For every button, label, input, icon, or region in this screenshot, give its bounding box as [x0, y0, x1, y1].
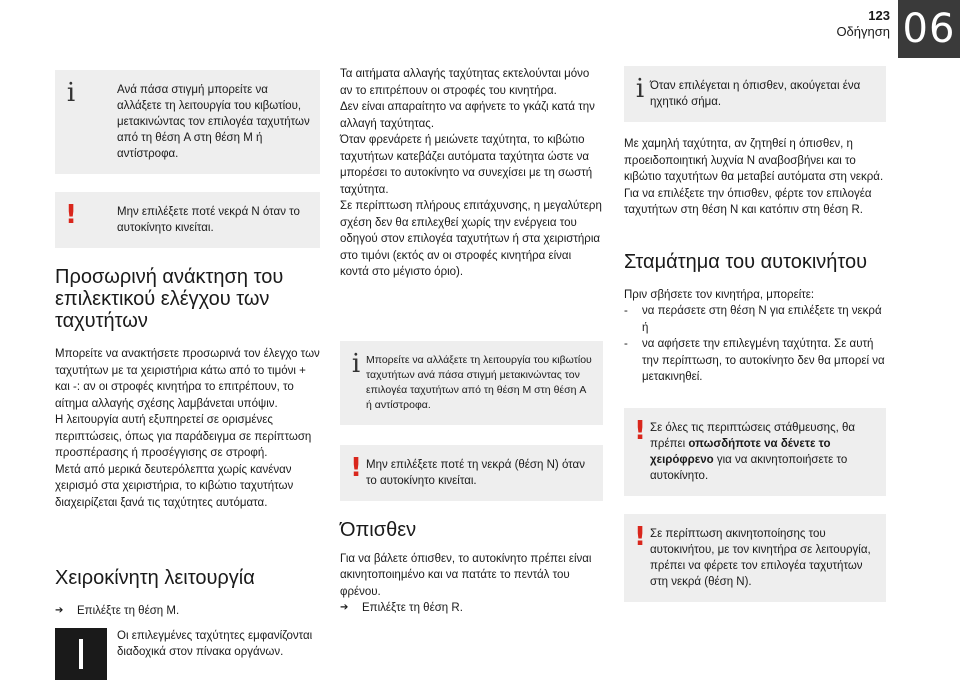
body-paragraph: Όταν φρενάρετε ή μειώνετε ταχύτητα, το κιβώτιο ταχυτήτων κατεβάζει αυτόματα ταχύτητα ώστε να μπορέσει το αυτοκίνητο να συνεχίσει με τη σωστή ταχύτητα.: [340, 134, 593, 196]
info-box: [624, 66, 886, 122]
info-box: [340, 341, 603, 425]
warning-box: [624, 408, 886, 496]
warning-text: Σε περίπτωση ακινητοποίησης του αυτοκινήτου, με τον κινητήρα σε λειτουργία, πρέπει να φέρετε τον επιλογέα ταχυτήτων στη νεκρά (θέση N).: [650, 527, 871, 588]
section-heading: Όπισθεν: [340, 518, 417, 541]
chapter-name: Οδήγηση: [836, 24, 890, 39]
body-paragraph: Μετά από μερικά δευτερόλεπτα χωρίς κανέναν χειρισμό στα χειριστήρια, το κιβώτιο ταχυτήτων διαχειρίζεται ξανά τις ταχύτητες αυτόματα.: [55, 463, 294, 509]
warning-text: Μην επιλέξετε ποτέ νεκρά N όταν το αυτοκίνητο κινείται.: [117, 206, 300, 234]
warning-icon: !: [350, 452, 362, 483]
body-paragraph: Δεν είναι απαραίτητο να αφήνετε το γκάζι κατά την αλλαγή ταχύτητας.: [340, 101, 595, 130]
dash-marker: -: [624, 338, 628, 350]
heading-line: Προσωρινή ανάκτηση του: [55, 266, 284, 288]
info-text: Όταν επιλέγεται η όπισθεν, ακούγεται ένα ηχητικό σήμα.: [650, 80, 861, 108]
section-heading: Σταμάτημα του αυτοκινήτου: [624, 250, 868, 273]
info-text: Ανά πάσα στιγμή μπορείτε να αλλάξετε τη λειτουργία του κιβωτίου, μετακινώντας τον επιλογέα ταχυτήτων από τη θέση A στη θέση M ή αντίστροφα.: [117, 84, 310, 160]
arrow-bullet-icon: ➔: [340, 602, 349, 613]
warning-text-emphasis: οπωσδήποτε να δένετε το χειρόφρενο: [650, 437, 831, 466]
heading-line: επιλεκτικού ελέγχου των ταχυτήτων: [55, 288, 270, 332]
body-paragraph: Σε περίπτωση πλήρους επιτάχυνσης, η μεγαλύτερη σχέση δεν θα επιλεχθεί χωρίς την ενέργεια του οδηγού στον επιλογέα ταχυτήτων ή στα χειριστήρια στο τιμόνι (εκτός αν οι στροφές κινητήρα είναι κοντά στο μέγιστο όριο).: [340, 200, 602, 278]
list-item: [624, 336, 886, 386]
warning-icon: !: [634, 521, 646, 552]
info-icon: i: [66, 78, 76, 108]
list-item-text: να αφήσετε την επιλεγμένη ταχύτητα. Σε αυτή την περίπτωση, το αυτοκίνητο δεν θα μπορεί να μετακινηθεί.: [642, 338, 885, 383]
body-paragraph: Με χαμηλή ταχύτητα, αν ζητηθεί η όπισθεν, η προειδοποιητική λυχνία N αναβοσβήνει και το κιβώτιο ταχυτήτων θα μεταβεί αυτόματα στη νεκρά.: [624, 138, 884, 183]
list-item: [624, 303, 886, 336]
info-icon: i: [635, 74, 645, 104]
warning-box: [624, 514, 886, 602]
info-icon: i: [351, 348, 361, 379]
bullet-text: Επιλέξτε τη θέση R.: [362, 602, 463, 614]
body-paragraph: Για να επιλέξετε την όπισθεν, φέρτε τον επιλογέα ταχυτήτων στη θέση N και κατόπιν στη θέση R.: [624, 187, 872, 216]
gear-indicator-icon: [55, 628, 107, 680]
column-3: [624, 60, 886, 602]
warning-box: [55, 192, 320, 248]
info-box: [55, 70, 320, 174]
column-1: [55, 60, 320, 680]
bullet-item: [55, 603, 320, 620]
gear-indicator-bar: [79, 639, 83, 669]
dash-marker: -: [624, 305, 628, 317]
gear-display-row: [55, 628, 320, 680]
column-2: [340, 60, 603, 617]
section-heading: [55, 266, 320, 332]
warning-text: Μην επιλέξετε ποτέ τη νεκρά (θέση N) όταν το αυτοκίνητο κινείται.: [366, 458, 585, 487]
section-heading: Χειροκίνητη λειτουργία: [55, 567, 255, 589]
page-number: 123: [868, 8, 890, 23]
warning-text: [650, 420, 876, 484]
arrow-bullet-icon: ➔: [55, 605, 64, 616]
body-paragraph: Τα αιτήματα αλλαγής ταχύτητας εκτελούνται μόνο αν το επιτρέπουν οι στροφές του κινητήρα.: [340, 68, 590, 97]
body-paragraph: Μπορείτε να ανακτήσετε προσωρινά τον έλεγχο των ταχυτήτων με τα χειριστήρια κάτω από το τιμόνι + και -: αν οι στροφές κινητήρα το επιτρέπουν, το αίτημα αλλαγής σχέσης λαμβάνεται υπόψιν.: [55, 348, 320, 410]
warning-box: [340, 445, 603, 501]
body-paragraph: Πριν σβήσετε τον κινητήρα, μπορείτε:: [624, 288, 815, 301]
warning-text-part: για να ακινητοποιήσετε το αυτοκίνητο.: [650, 453, 848, 482]
bullet-text: Επιλέξτε τη θέση M.: [77, 605, 180, 617]
warning-text-part: Σε όλες τις περιπτώσεις στάθμευσης, θα πρέπει: [650, 421, 856, 450]
list-item-text: να περάσετε στη θέση N για επιλέξετε τη νεκρά ή: [642, 305, 882, 334]
chapter-tab: 06: [898, 0, 960, 58]
bullet-item: [340, 600, 603, 617]
warning-icon: !: [634, 415, 646, 446]
warning-icon: !: [65, 200, 77, 230]
gear-description: Οι επιλεγμένες ταχύτητες εμφανίζονται διαδοχικά στον πίνακα οργάνων.: [117, 629, 313, 658]
body-paragraph: Η λειτουργία αυτή εξυπηρετεί σε ορισμένες περιπτώσεις, όπως για παράδειγμα σε περίπτωση προσπέρασης ή προσέγγισης σε στροφή.: [55, 414, 312, 459]
info-text: Μπορείτε να αλλάξετε τη λειτουργία του κιβωτίου ταχυτήτων ανά πάσα στιγμή μετακινώντας τον επιλογέα ταχυτήτων από τη θέση M στη θέση A ή αντίστροφα.: [366, 353, 592, 411]
body-paragraph: Για να βάλετε όπισθεν, το αυτοκίνητο πρέπει είναι ακινητοποιημένο και να πατάτε το πεντάλ του φρένου.: [340, 552, 592, 598]
